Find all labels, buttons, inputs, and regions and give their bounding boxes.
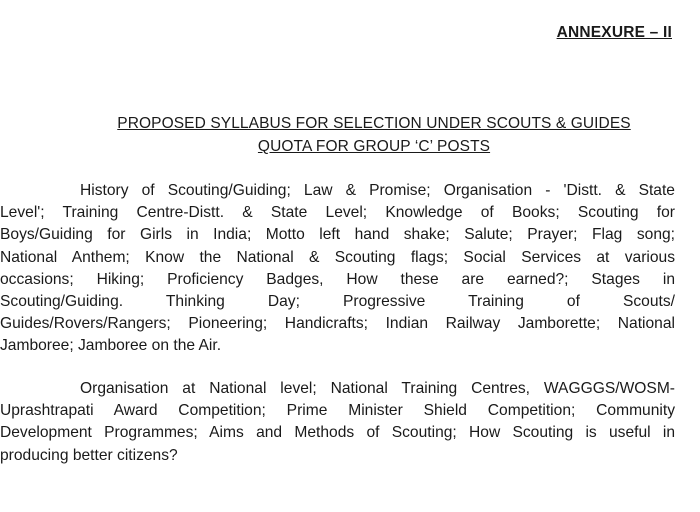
paragraph-line: producing better citizens? — [0, 446, 178, 464]
paragraph-line: Uprashtrapati Award Competition; Prime Minister Shield Competition; Community — [0, 402, 675, 420]
paragraph-line: Level'; Training Centre-Distt. & State Level; Knowledge of Books; Scouting for — [0, 204, 675, 222]
paragraph-line: Boys/Guiding for Girls in India; Motto left hand shake; Salute; Prayer; Flag song; — [0, 226, 675, 244]
syllabus-paragraph-1 — [0, 180, 675, 358]
paragraph-line: History of Scouting/Guiding; Law & Promise; Organisation - 'Distt. & State — [80, 182, 675, 199]
paragraph-line: National Anthem; Know the National & Scouting flags; Social Services at various — [0, 248, 675, 266]
annexure-label: ANNEXURE – II — [556, 24, 672, 41]
document-title-line-1: PROPOSED SYLLABUS FOR SELECTION UNDER SCOUTS & GUIDES — [117, 115, 631, 132]
paragraph-line: Jamboree; Jamboree on the Air. — [0, 337, 222, 355]
syllabus-paragraph-2 — [0, 378, 675, 467]
paragraph-line: Development Programmes; Aims and Methods of Scouting; How Scouting is useful in — [0, 424, 675, 442]
paragraph-line: Organisation at National level; National Training Centres, WAGGGS/WOSM- — [80, 380, 675, 397]
paragraph-line: Scouting/Guiding. Thinking Day; Progressive Training of Scouts/ — [0, 292, 675, 310]
paragraph-line: occasions; Hiking; Proficiency Badges, How these are earned?; Stages in — [0, 270, 675, 288]
document-title-line-2: QUOTA FOR GROUP ‘C’ POSTS — [257, 138, 491, 155]
paragraph-line: Guides/Rovers/Rangers; Pioneering; Handicrafts; Indian Railway Jamborette; National — [0, 315, 675, 333]
